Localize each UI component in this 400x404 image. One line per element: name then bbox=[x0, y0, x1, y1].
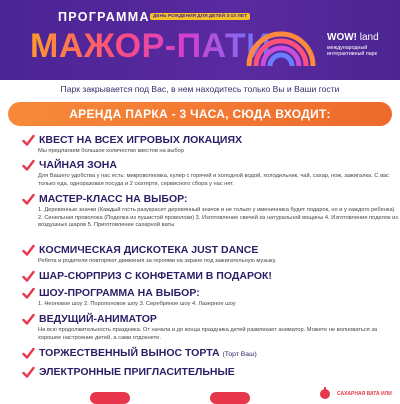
check-icon bbox=[22, 159, 35, 172]
item-title: ЭЛЕКТРОННЫЕ ПРИГЛАСИТЕЛЬНЫЕ bbox=[39, 366, 235, 378]
item-desc: Ребята и родители повторяют движения за героями на экране под зажигательную музыку. bbox=[38, 258, 277, 264]
page-title: МАЖОР-ПАТИ bbox=[30, 27, 272, 65]
brand-name-land: land bbox=[357, 32, 379, 43]
rainbow-logo-icon bbox=[245, 22, 317, 66]
check-icon bbox=[22, 313, 35, 326]
item-title: КОСМИЧЕСКАЯ ДИСКОТЕКА JUST DANCE bbox=[39, 244, 259, 256]
check-icon bbox=[22, 193, 35, 206]
item-title: ВЕДУЩИЙ-АНИМАТОР bbox=[39, 313, 157, 325]
item-title: ШОУ-ПРОГРАММА НА ВЫБОР: bbox=[39, 287, 200, 299]
check-icon bbox=[22, 366, 35, 379]
section-title: АРЕНДА ПАРКА - 3 ЧАСА, СЮДА ВХОДИТ: bbox=[69, 107, 331, 121]
item-desc: 1. Деревянные значки (Каждый гость разукрасит деревянный значок и не только у именинника будет подарок, но и у каждого ребенка) 2. Синельная проволока (Поделка из пушистой проволоки) 3. Изготовление свечей из натуральной вощины 4. Изготовление поделок из воздушных шаров 5. Приготовление сахарной ваты bbox=[38, 207, 398, 229]
item-desc: Мы предлагаем большое количество квестов на выбор bbox=[38, 148, 184, 154]
item-desc: 1. Неоновое шоу 2. Поролоновое шоу 3. Серебряное шоу 4. Лазерное шоу bbox=[38, 301, 236, 307]
birthday-badge: ДЕНЬ РОЖДЕНИЯ ДЛЯ ДЕТЕЙ 3-10 ЛЕТ bbox=[150, 13, 250, 20]
footer-badge-left bbox=[90, 392, 130, 404]
park-notice: Парк закрывается под Вас, в нем находитесь только Вы и Ваши гости bbox=[60, 84, 340, 94]
brand-block bbox=[327, 32, 393, 58]
brand-name bbox=[327, 32, 393, 43]
item-title: КВЕСТ НА ВСЕХ ИГРОВЫХ ЛОКАЦИЯХ bbox=[39, 134, 243, 146]
footer-right-text: САХАРНАЯ ВАТА ИЛИ bbox=[337, 391, 392, 397]
check-icon bbox=[22, 134, 35, 147]
cotton-candy-icon bbox=[318, 386, 332, 400]
item-title-note: (Торт Ваш) bbox=[222, 351, 257, 358]
check-icon bbox=[22, 287, 35, 300]
item-desc: На всю продолжительность праздника. От начала и до конца праздника детей развлекает аниматор. Можете не волноваться за хорошее настроение детей, а сами отдохнете. bbox=[38, 327, 378, 341]
item-title bbox=[39, 347, 257, 359]
item-title: МАСТЕР-КЛАСС НА ВЫБОР: bbox=[39, 193, 188, 205]
brand-name-wow: WOW! bbox=[327, 32, 357, 43]
check-icon bbox=[22, 270, 35, 283]
item-desc: Для Вашего удобства у нас есть: микроволновка, кулер с горячей и холодной водой, холодильник, чай, сахар, нож, зажигалка. С вас только еда, одноразовая посуда и 2 скатерти, сервисного сбора у нас нет. bbox=[38, 173, 390, 187]
item-title-main: ТОРЖЕСТВЕННЫЙ ВЫНОС ТОРТА bbox=[39, 347, 220, 359]
section-header bbox=[8, 102, 392, 126]
check-icon bbox=[22, 244, 35, 257]
footer-badge-mid bbox=[210, 392, 250, 404]
brand-subtitle: международный интерактивный парк bbox=[327, 45, 377, 58]
check-icon bbox=[22, 347, 35, 360]
item-title: ЧАЙНАЯ ЗОНА bbox=[39, 159, 117, 171]
program-label: ПРОГРАММА bbox=[58, 10, 150, 24]
item-title: ШАР-СЮРПРИЗ С КОНФЕТАМИ В ПОДАРОК! bbox=[39, 270, 272, 282]
header-banner bbox=[0, 0, 400, 80]
